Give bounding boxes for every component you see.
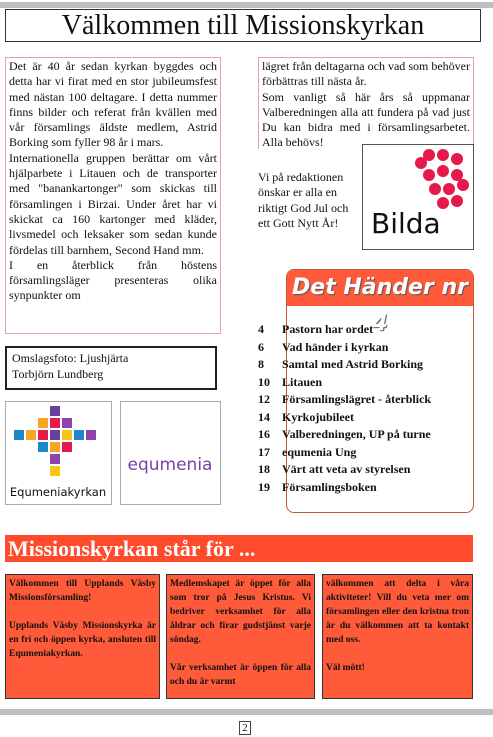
bilda-logo: [362, 144, 474, 250]
info-box-contact: [322, 574, 473, 699]
intro-column-right: [258, 57, 474, 149]
membership-text: Medlemskapet är öppet för alla som tror på Jesus Kristus. Vi bedriver verksamhet för alla åldrar och firar gudstjänst varje söndag.: [170, 579, 311, 645]
contents-page-number: 10: [258, 374, 270, 389]
bilda-wordmark: Bilda: [371, 207, 441, 240]
contents-page-number: 17: [258, 444, 270, 459]
contents-item-label: Samtal med Astrid Borking: [282, 357, 424, 371]
photo-credit-line-2: Torbjörn Lundberg: [12, 366, 104, 381]
contents-item-label: Vad händer i kyrkan: [282, 339, 389, 354]
top-rule: [0, 2, 493, 8]
contents-item: [258, 321, 473, 339]
contents-item-label: Litauen: [282, 374, 323, 389]
equmeniakyrkan-logo: [5, 401, 112, 505]
contents-item-label: Valberedningen, UP på turne: [282, 427, 431, 441]
intro-paragraph-2: Internationella gruppen berättar om vårt hjälparbete i Litauen och de transporter med "banankartonger" som skickas till församlingen i Birzai. Under året har vi skickat ca 160 kartonger med kläder, livsmedel och leksaker som sedan kunde fördelas till barnhem, Second Hand mm.: [9, 150, 217, 257]
contents-item: [258, 339, 473, 357]
intro-paragraph-5: Som vanligt så här års så uppmanar Valberedningen alla att fundera på vad just Du kan bidra med i församlingsarbetet. Alla behövs!: [262, 89, 470, 150]
contents-item: [258, 356, 473, 374]
section-banner: Missionskyrkan står för ...: [5, 535, 473, 562]
info-box-membership: [166, 574, 315, 699]
contents-list: [258, 321, 473, 496]
page-number: 2: [239, 721, 251, 735]
contents-page-number: 19: [258, 479, 270, 494]
contents-item: [258, 479, 473, 497]
contents-page-number: 16: [258, 427, 270, 441]
contents-item-label: equmenia Ung: [282, 444, 357, 459]
intro-column-left: [5, 57, 221, 334]
contents-item: [258, 409, 473, 427]
equmenia-logo: [120, 401, 221, 505]
contents-page-number: 12: [258, 392, 270, 406]
contents-page-number: 6: [258, 339, 264, 354]
info-box-welcome: [5, 574, 160, 699]
contents-item-label: Pastorn har ordet: [282, 322, 374, 336]
bottom-rule: [0, 709, 493, 715]
contents-item: [258, 374, 473, 392]
bilda-logo-graphic: [363, 145, 473, 249]
equmeniakyrkan-logo-graphic: [6, 402, 111, 504]
welcome-heading: Välkommen till Upplands Väsby Missionsförsamling!: [9, 579, 156, 603]
cover-photo-credit: [5, 346, 217, 390]
contents-heading: Det Händer nr 4: [287, 270, 473, 306]
contents-item: [258, 391, 473, 409]
photo-credit-line-1: Omslagsfoto: Ljushjärta: [12, 351, 129, 365]
contents-page-number: 14: [258, 409, 270, 424]
contents-item-label: Kyrkojubileet: [282, 409, 354, 424]
intro-paragraph-1: Det är 40 år sedan kyrkan byggdes och detta har vi firat med en stor jubileumsfest med nästan 100 deltagare. I detta nummer finns bilder och referat från kvällen med vår församlings äldste medlem, Astrid Borking som fyller 98 år i mars.: [9, 59, 217, 150]
contents-item-label: Församlingsboken: [282, 479, 377, 494]
greeting-text: Vi på redaktionen önskar er alla en riktigt God Jul och ett Gott Nytt År!: [258, 170, 349, 230]
contents-item: [258, 426, 473, 444]
contents-item-label: Värt att veta av styrelsen: [282, 462, 411, 476]
intro-paragraph-3: I en återblick från höstens församlingsläger presenteras olika synpunkter om: [9, 257, 217, 303]
contents-page-number: 18: [258, 462, 270, 476]
contents-page-number: 8: [258, 357, 264, 371]
contents-item: [258, 444, 473, 462]
contact-closing: Väl mött!: [326, 663, 365, 673]
contents-item: [258, 461, 473, 479]
welcome-text: Upplands Väsby Missionskyrka är en fri och öppen kyrka, ansluten till Equmeniakyrkan.: [9, 621, 156, 659]
page-title: Välkommen till Missionskyrkan: [5, 9, 481, 42]
membership-text-2: Vår verksamhet är öppen för alla och du är varmt: [170, 663, 311, 687]
equmeniakyrkan-wordmark: Equmeniakyrkan: [9, 485, 107, 499]
contents-page-number: 4: [258, 322, 264, 336]
contact-text: välkommen att delta i våra aktiviteter! Vill du veta mer om församlingen eller den kristna tron är du välkommen att ta kontakt med oss.: [326, 579, 469, 645]
equmenia-logo-graphic: [121, 402, 220, 504]
equmenia-wordmark: equmenia: [127, 455, 213, 475]
contents-item-label: Församlingslägret - återblick: [282, 392, 432, 406]
intro-paragraph-4: lägret från deltagarna och vad som behöver förbättras till nästa år.: [262, 59, 470, 89]
